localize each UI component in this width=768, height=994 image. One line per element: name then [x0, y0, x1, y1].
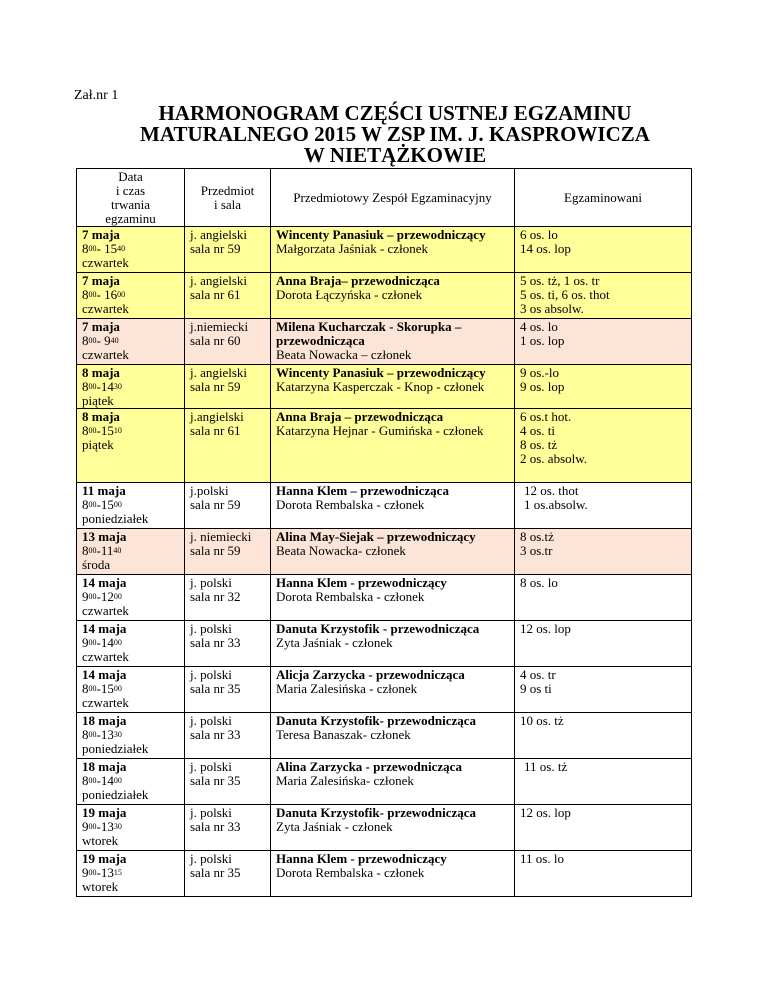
- room-number: sala nr 35: [190, 865, 241, 880]
- subject-name: j. polski: [190, 575, 232, 590]
- exam-date: 7 maja: [82, 273, 120, 288]
- team-member: Dorota Łączyńska - członek: [276, 287, 423, 302]
- examinee-group: 11 os. tż: [524, 759, 568, 774]
- team-member: Wincenty Panasiuk – przewodniczący: [276, 365, 486, 380]
- exam-team-cell: [271, 409, 515, 483]
- exam-time: $8^{00}-$ $9^{40}$: [82, 333, 119, 348]
- room-number: sala nr 35: [190, 773, 241, 788]
- exam-date-cell: [77, 365, 185, 409]
- table-row: [77, 621, 692, 667]
- exam-team-cell: [271, 851, 515, 897]
- exam-date-cell: [77, 713, 185, 759]
- exam-date: 14 maja: [82, 667, 127, 682]
- room-number: sala nr 59: [190, 497, 241, 512]
- subject-name: j. polski: [190, 805, 232, 820]
- table-row: [77, 759, 692, 805]
- team-member: Danuta Krzystofik - przewodnicząca: [276, 621, 480, 636]
- exam-day: poniedziałek: [82, 511, 149, 526]
- exam-day: środa: [82, 557, 111, 572]
- subject-cell: [185, 713, 271, 759]
- exam-date: 14 maja: [82, 621, 127, 636]
- team-member: Alina Zarzycka - przewodnicząca: [276, 759, 462, 774]
- table-row: [77, 365, 692, 409]
- examinee-group: 9 os.-lo: [520, 365, 559, 380]
- subject-name: j.niemiecki: [190, 319, 249, 334]
- examinee-group: 12 os. thot: [524, 483, 579, 498]
- exam-date: 19 maja: [82, 805, 127, 820]
- examinee-group: 8 os.tż: [520, 529, 554, 544]
- team-member: Alicja Zarzycka - przewodnicząca: [276, 667, 465, 682]
- subject-cell: [185, 319, 271, 365]
- team-member: Maria Zalesińska- członek: [276, 773, 414, 788]
- examinee-group: 4 os. lo: [520, 319, 558, 334]
- examinee-group: 5 os. tż, 1 os. tr: [520, 273, 600, 288]
- team-member: Anna Braja – przewodnicząca: [276, 409, 444, 424]
- room-number: sala nr 59: [190, 241, 241, 256]
- examinees-cell: [515, 575, 692, 621]
- subject-name: j. polski: [190, 667, 232, 682]
- table-header-row: [77, 169, 692, 227]
- exam-day: czwartek: [82, 603, 129, 618]
- exam-date: 14 maja: [82, 575, 127, 590]
- document-title: [100, 103, 690, 166]
- subject-cell: [185, 365, 271, 409]
- examinee-group: 4 os. tr: [520, 667, 556, 682]
- exam-day: czwartek: [82, 347, 129, 362]
- exam-date-cell: [77, 273, 185, 319]
- examinees-cell: [515, 409, 692, 483]
- team-member: przewodnicząca: [276, 333, 365, 348]
- team-member: Katarzyna Kasperczak - Knop - członek: [276, 379, 485, 394]
- table-row: [77, 713, 692, 759]
- examinee-group: 6 os.t hot.: [520, 409, 572, 424]
- exam-day: wtorek: [82, 879, 119, 894]
- attachment-label: Zał.nr 1: [74, 88, 119, 103]
- team-member: Milena Kucharczak - Skorupka –: [276, 319, 462, 334]
- team-member: Anna Braja– przewodnicząca: [276, 273, 440, 288]
- exam-team-cell: [271, 759, 515, 805]
- exam-team-cell: [271, 575, 515, 621]
- team-member: Beata Nowacka- członek: [276, 543, 406, 558]
- examinee-group: 8 os. tż: [520, 437, 558, 452]
- exam-date: 18 maja: [82, 713, 127, 728]
- exam-team-cell: [271, 667, 515, 713]
- table-row: [77, 667, 692, 713]
- exam-time: $9^{00}-14^{00}$: [82, 635, 122, 650]
- subject-name: j. angielski: [190, 273, 248, 288]
- room-number: sala nr 32: [190, 589, 241, 604]
- exam-time: $9^{00}-13^{15}$: [82, 865, 122, 880]
- team-member: Beata Nowacka – członek: [276, 347, 412, 362]
- examinees-cell: [515, 483, 692, 529]
- exam-date-cell: [77, 529, 185, 575]
- exam-day: czwartek: [82, 695, 129, 710]
- exam-team-cell: [271, 227, 515, 273]
- exam-time: $8^{00}-13^{30}$: [82, 727, 122, 742]
- exam-date-cell: [77, 409, 185, 483]
- examinees-cell: [515, 851, 692, 897]
- exam-team-cell: [271, 273, 515, 319]
- subject-name: j. angielski: [190, 227, 248, 242]
- exam-date: 11 maja: [82, 483, 126, 498]
- exam-date-cell: [77, 319, 185, 365]
- examinee-group: 5 os. ti, 6 os. thot: [520, 287, 610, 302]
- examinee-group: 9 os ti: [520, 681, 552, 696]
- subject-name: j. polski: [190, 621, 232, 636]
- examinee-group: 10 os. tż: [520, 713, 564, 728]
- exam-day: poniedziałek: [82, 787, 149, 802]
- examinees-cell: [515, 713, 692, 759]
- examinee-group: 9 os. lop: [520, 379, 565, 394]
- exam-date: 8 maja: [82, 409, 120, 424]
- examinee-group: 3 os absolw.: [520, 301, 584, 316]
- table-row: [77, 227, 692, 273]
- exam-date: 7 maja: [82, 319, 120, 334]
- exam-day: czwartek: [82, 301, 129, 316]
- exam-time: $8^{00}-14^{30}$: [82, 379, 122, 394]
- team-member: Małgorzata Jaśniak - członek: [276, 241, 428, 256]
- examinees-cell: [515, 667, 692, 713]
- team-member: Maria Zalesińska - członek: [276, 681, 418, 696]
- exam-date-cell: [77, 483, 185, 529]
- examinees-cell: [515, 273, 692, 319]
- exam-time: $8^{00}-15^{00}$: [82, 497, 122, 512]
- header-team: Przedmiotowy Zespół Egzaminacyjny: [271, 169, 515, 227]
- subject-cell: [185, 529, 271, 575]
- exam-time: $9^{00}-12^{00}$: [82, 589, 122, 604]
- examinees-cell: [515, 621, 692, 667]
- table-row: [77, 273, 692, 319]
- examinee-group: 8 os. lo: [520, 575, 558, 590]
- schedule-table: [76, 168, 692, 897]
- team-member: Teresa Banaszak- członek: [276, 727, 411, 742]
- exam-date: 8 maja: [82, 365, 120, 380]
- room-number: sala nr 35: [190, 681, 241, 696]
- examinee-group: 12 os. lop: [520, 621, 571, 636]
- exam-date: 19 maja: [82, 851, 127, 866]
- room-number: sala nr 33: [190, 727, 241, 742]
- exam-day: czwartek: [82, 649, 129, 664]
- team-member: Zyta Jaśniak - członek: [276, 635, 393, 650]
- team-member: Dorota Rembalska - członek: [276, 497, 425, 512]
- exam-team-cell: [271, 621, 515, 667]
- header-date: Data i czas trwania egzaminu: [77, 169, 185, 227]
- exam-day: piątek: [82, 393, 114, 408]
- room-number: sala nr 61: [190, 287, 241, 302]
- subject-name: j. niemiecki: [190, 529, 252, 544]
- table-row: [77, 483, 692, 529]
- examinees-cell: [515, 529, 692, 575]
- examinees-cell: [515, 365, 692, 409]
- team-member: Katarzyna Hejnar - Gumińska - członek: [276, 423, 484, 438]
- title-line-2: MATURALNEGO 2015 W ZSP IM. J. KASPROWICZA: [140, 122, 650, 146]
- exam-date-cell: [77, 621, 185, 667]
- team-member: Dorota Rembalska - członek: [276, 865, 425, 880]
- table-row: [77, 409, 692, 483]
- subject-cell: [185, 483, 271, 529]
- examinee-group: 1 os.absolw.: [524, 497, 588, 512]
- exam-team-cell: [271, 713, 515, 759]
- exam-date: 13 maja: [82, 529, 127, 544]
- exam-date: 18 maja: [82, 759, 127, 774]
- exam-time: $8^{00}-$ $15^{40}$: [82, 241, 126, 256]
- subject-cell: [185, 667, 271, 713]
- exam-date-cell: [77, 759, 185, 805]
- room-number: sala nr 33: [190, 819, 241, 834]
- table-row: [77, 805, 692, 851]
- subject-name: j.angielski: [190, 409, 244, 424]
- examinee-group: 6 os. lo: [520, 227, 558, 242]
- room-number: sala nr 33: [190, 635, 241, 650]
- subject-cell: [185, 575, 271, 621]
- room-number: sala nr 60: [190, 333, 241, 348]
- subject-name: j. polski: [190, 851, 232, 866]
- table-row: [77, 319, 692, 365]
- exam-day: czwartek: [82, 255, 129, 270]
- exam-time: $8^{00}-15^{00}$: [82, 681, 122, 696]
- exam-date-cell: [77, 575, 185, 621]
- subject-cell: [185, 227, 271, 273]
- team-member: Alina May-Siejak – przewodniczący: [276, 529, 476, 544]
- examinee-group: 1 os. lop: [520, 333, 565, 348]
- exam-time: $8^{00}-$ $16^{00}$: [82, 287, 126, 302]
- table-row: [77, 575, 692, 621]
- examinees-cell: [515, 227, 692, 273]
- exam-team-cell: [271, 483, 515, 529]
- exam-team-cell: [271, 319, 515, 365]
- subject-cell: [185, 621, 271, 667]
- table-row: [77, 851, 692, 897]
- title-line-1: HARMONOGRAM CZĘŚCI USTNEJ EGZAMINU: [158, 101, 632, 125]
- exam-date-cell: [77, 227, 185, 273]
- subject-name: j. angielski: [190, 365, 248, 380]
- exam-day: poniedziałek: [82, 741, 149, 756]
- exam-day: piątek: [82, 437, 114, 452]
- team-member: Dorota Rembalska - członek: [276, 589, 425, 604]
- exam-day: wtorek: [82, 833, 119, 848]
- examinees-cell: [515, 805, 692, 851]
- room-number: sala nr 59: [190, 379, 241, 394]
- exam-time: $8^{00}-11^{40}$: [82, 543, 122, 558]
- exam-time: $8^{00}-14^{00}$: [82, 773, 122, 788]
- examinee-group: 14 os. lop: [520, 241, 571, 256]
- table-row: [77, 529, 692, 575]
- exam-date-cell: [77, 667, 185, 713]
- header-examinees: Egzaminowani: [515, 169, 692, 227]
- exam-date-cell: [77, 851, 185, 897]
- exam-date-cell: [77, 805, 185, 851]
- subject-cell: [185, 759, 271, 805]
- examinees-cell: [515, 319, 692, 365]
- team-member: Danuta Krzystofik- przewodnicząca: [276, 805, 477, 820]
- subject-name: j. polski: [190, 713, 232, 728]
- subject-cell: [185, 409, 271, 483]
- exam-time: $8^{00}-15^{10}$: [82, 423, 122, 438]
- subject-cell: [185, 273, 271, 319]
- room-number: sala nr 61: [190, 423, 241, 438]
- team-member: Danuta Krzystofik- przewodnicząca: [276, 713, 477, 728]
- examinee-group: 4 os. ti: [520, 423, 556, 438]
- room-number: sala nr 59: [190, 543, 241, 558]
- examinee-group: 3 os.tr: [520, 543, 553, 558]
- examinee-group: 2 os. absolw.: [520, 451, 588, 466]
- team-member: Hanna Klem – przewodnicząca: [276, 483, 449, 498]
- team-member: Wincenty Panasiuk – przewodniczący: [276, 227, 486, 242]
- exam-team-cell: [271, 805, 515, 851]
- subject-name: j. polski: [190, 759, 232, 774]
- team-member: Zyta Jaśniak - członek: [276, 819, 393, 834]
- subject-name: j.polski: [190, 483, 229, 498]
- subject-cell: [185, 805, 271, 851]
- team-member: Hanna Klem - przewodniczący: [276, 851, 447, 866]
- title-line-3: W NIETĄŻKOWIE: [303, 143, 487, 167]
- exam-team-cell: [271, 529, 515, 575]
- examinee-group: 11 os. lo: [520, 851, 564, 866]
- header-subject: Przedmiot i sala: [185, 169, 271, 227]
- subject-cell: [185, 851, 271, 897]
- team-member: Hanna Klem - przewodniczący: [276, 575, 447, 590]
- exam-team-cell: [271, 365, 515, 409]
- exam-time: $9^{00}-13^{30}$: [82, 819, 122, 834]
- examinee-group: 12 os. lop: [520, 805, 571, 820]
- exam-date: 7 maja: [82, 227, 120, 242]
- examinees-cell: [515, 759, 692, 805]
